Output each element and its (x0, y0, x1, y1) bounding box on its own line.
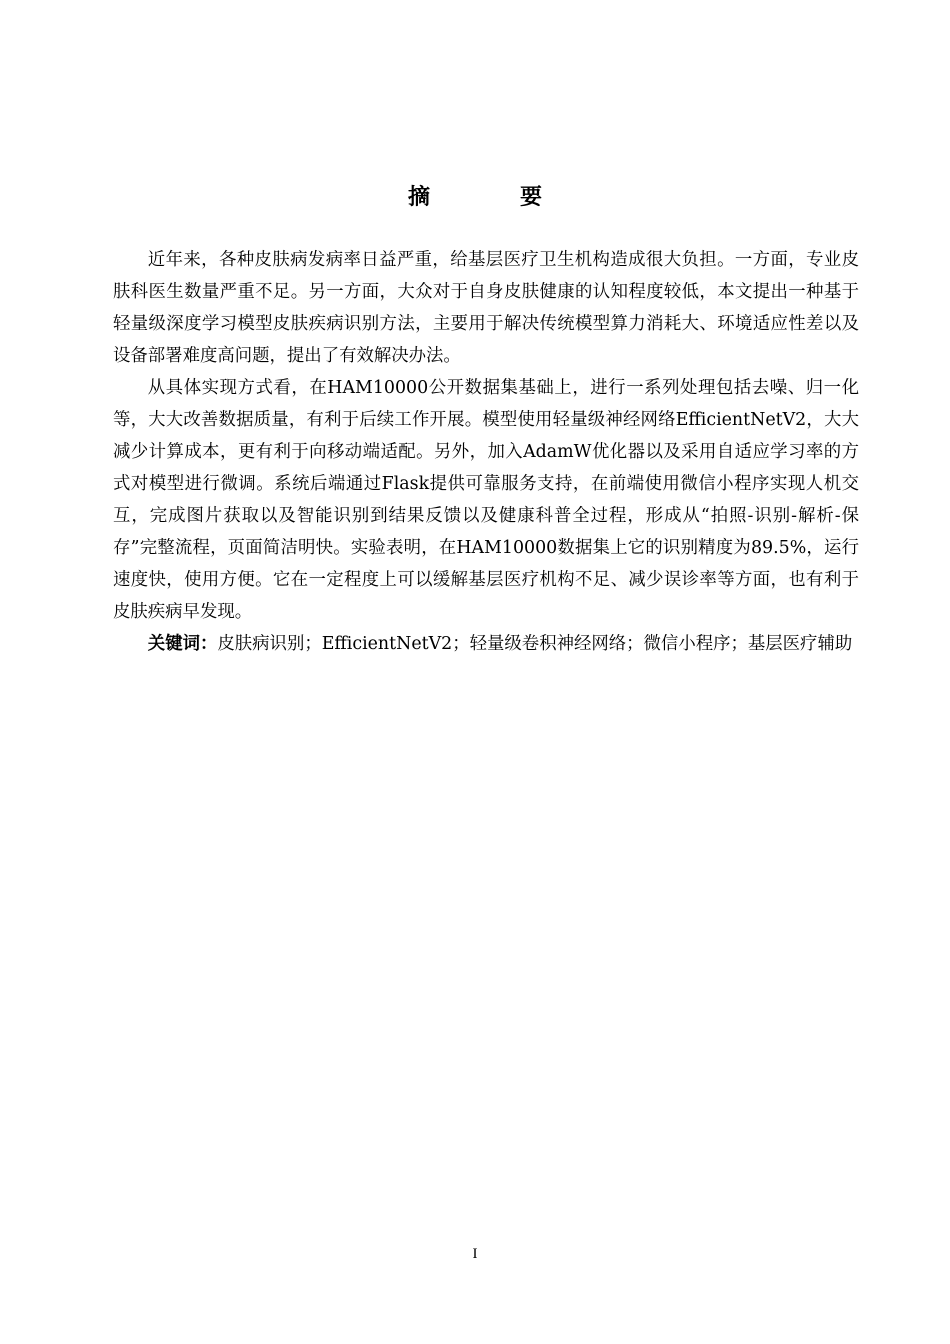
page-number: I (472, 1246, 478, 1262)
abstract-paragraph-2: 从具体实现方式看，在HAM10000公开数据集基础上，进行一系列处理包括去噪、归一化等，大大改善数据质量，有利于后续工作开展。模型使用轻量级神经网络EfficientNetV2，大大减少计算成本，更有利于向移动端适配。另外，加入AdamW优化器以及采用自适应学习率的方式对模型进行微调。系统后端通过Flask提供可靠服务支持，在前端使用微信小程序实现人机交互，完成图片获取以及智能识别到结果反馈以及健康科普全过程，形成从“拍照-识别-解析-保存”完整流程，页面简洁明快。实验表明，在HAM10000数据集上它的识别精度为89.5%，运行速度快，使用方便。它在一定程度上可以缓解基层医疗机构不足、减少误诊率等方面，也有利于皮肤疾病早发现。 (113, 378, 859, 622)
keywords-label: 关键词： (147, 634, 218, 654)
abstract-body (113, 244, 859, 660)
abstract-paragraph-1: 近年来，各种皮肤病发病率日益严重，给基层医疗卫生机构造成很大负担。一方面，专业皮肤科医生数量严重不足。另一方面，大众对于自身皮肤健康的认知程度较低，本文提出一种基于轻量级深度学习模型皮肤疾病识别方法，主要用于解决传统模型算力消耗大、环境适应性差以及设备部署难度高问题，提出了有效解决办法。 (113, 250, 859, 366)
keywords-line (113, 628, 859, 660)
keywords-text: 皮肤病识别；EfficientNetV2；轻量级卷积神经网络；微信小程序；基层医疗辅助 (217, 634, 853, 654)
abstract-title: 摘 要 (407, 185, 576, 210)
